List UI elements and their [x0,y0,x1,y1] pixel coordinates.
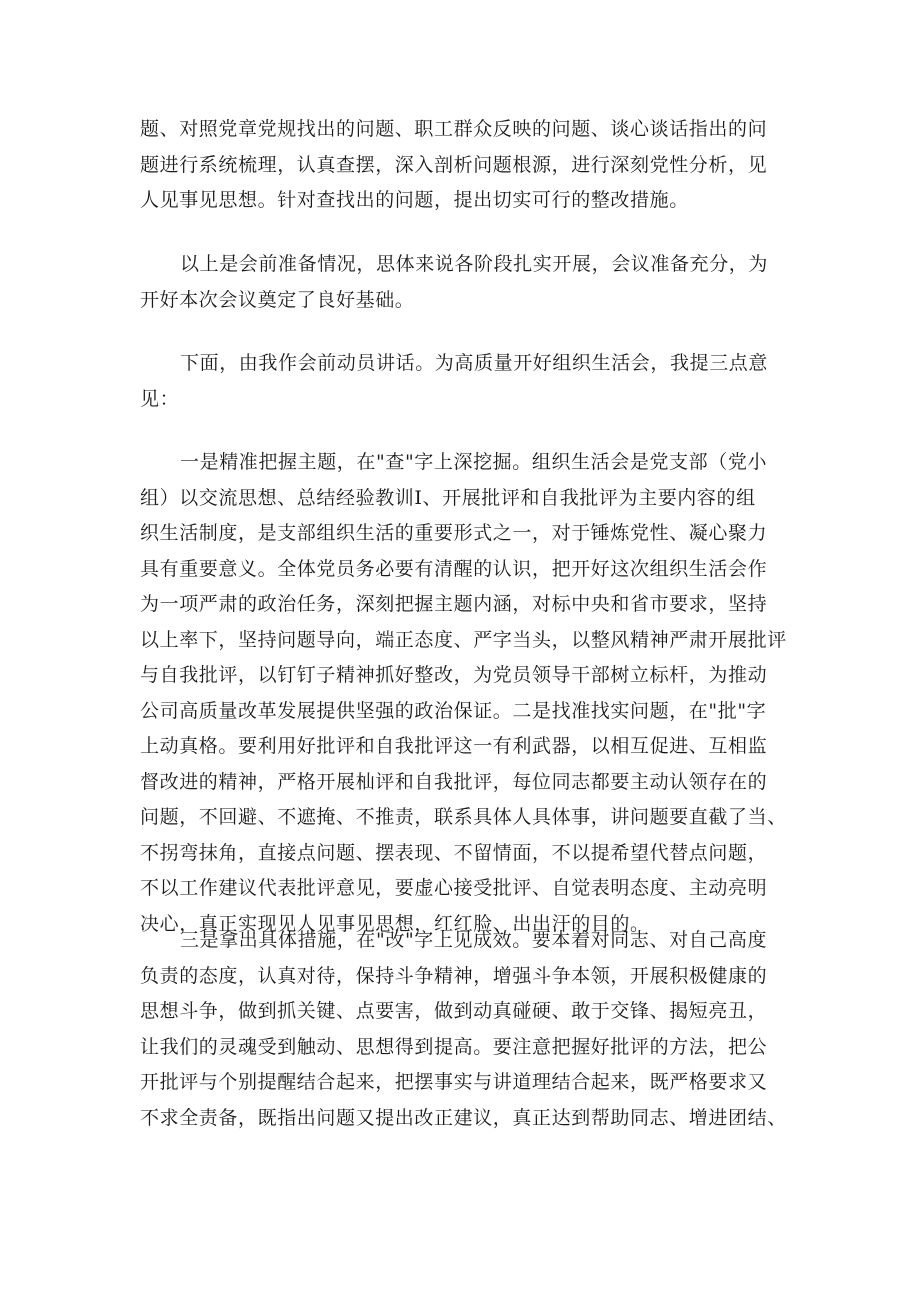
text-line: 不以工作建议代表批评意见，要虚心接受批评、自觉表明态度、主动亮明 [140,877,768,899]
text-line: 下面，由我作会前动员讲话。为高质量开好组织生活会，我提三点意 [180,352,769,374]
text-line: 让我们的灵魂受到触动、思想得到提高。要注意把握好批评的方法，把公 [140,1035,768,1058]
text-line: 开好本次会议奠定了良好基础。 [140,288,415,311]
text-line: 决心，真正实现见人见事见思想，红红脸、出出汗的目的。 [140,912,650,935]
text-line: 题、对照党章党规找出的问题、职工群众反映的问题、谈心谈话指出的问 [140,118,768,140]
text-line: 以上是会前准备情况，思体来说各阶段扎实开展，会议准备充分，为 [180,253,769,275]
text-line: 问题，不回避、不遮掩、不推责，联系具体人具体事，讲问题要直截了当、 [140,806,787,828]
text-line: 为一项严肃的政治任务，深刻把握主题内涵，对标中央和省市要求，坚持 [140,593,768,615]
text-line: 思想斗争，做到抓关键、点要害，做到动真碰硬、敢于交锋、揭短亮丑， [140,1000,768,1022]
text-line: 不拐弯抹角，直接点问题、摆表现、不留情面，不以提希望代替点问题， [140,841,768,864]
text-line: 督改进的精神，严格开展杣评和自我批评，每位同志都要主动认领存在的 [140,770,768,793]
text-line: 三是拿出具体措施，在"改"字上见成效。要本着对同志、对自己高度 [180,929,768,951]
text-line: 公司高质量改革发展提供坚强的政治保证。二是找准找实问题，在"批"字 [140,699,767,722]
text-line: 组）以交流思想、总结经验教训I、开展批评和自我批评为主要内容的组 [140,486,756,509]
text-line: 以上率下，坚持问题导向，端正态度、严字当头，以整风精神严肃开展批评 [140,628,787,651]
text-line: 开批评与个别提醒结合起来，把摆事实与讲道理结合起来，既严格要求又 [140,1071,768,1093]
text-line: 人见事见思想。针对查找出的问题，提出切实可行的整改措施。 [140,189,689,211]
text-line: 织生活制度，是支部组织生活的重要形式之一，对于锤炼党性、凝心聚力 [140,522,768,544]
text-line: 一是精准把握主题，在"查"字上深挖掘。组织生活会是党支部（党小 [180,451,768,473]
paragraph-preparation-summary [140,247,800,318]
text-line: 不求全责备，既指出问题又提出改正建议，真正达到帮助同志、增进团结、 [140,1106,787,1129]
text-line: 具有重要意义。全体党员务必要有清醒的认识，把开好这次组织生活会作 [140,557,768,580]
paragraph-speech-intro [140,346,800,417]
text-line: 上动真格。要利用好批评和自我批评这一有利武器，以相互促进、互相监 [140,735,768,757]
paragraph-issue-review [140,112,800,219]
text-line: 题进行系统梳理，认真查摆，深入剖析问题根源，进行深刻党性分析，见 [140,153,768,176]
paragraph-points-one-two [140,445,800,942]
text-line: 负责的态度，认真对待，保持斗争精神，增强斗争本领，开展积极健康的 [140,964,768,987]
text-line: 见： [140,387,180,410]
paragraph-point-three [140,923,800,1136]
text-line: 与自我批评，以钉钉子精神抓好整改，为党员领导干部树立标杆，为推动 [140,664,768,686]
